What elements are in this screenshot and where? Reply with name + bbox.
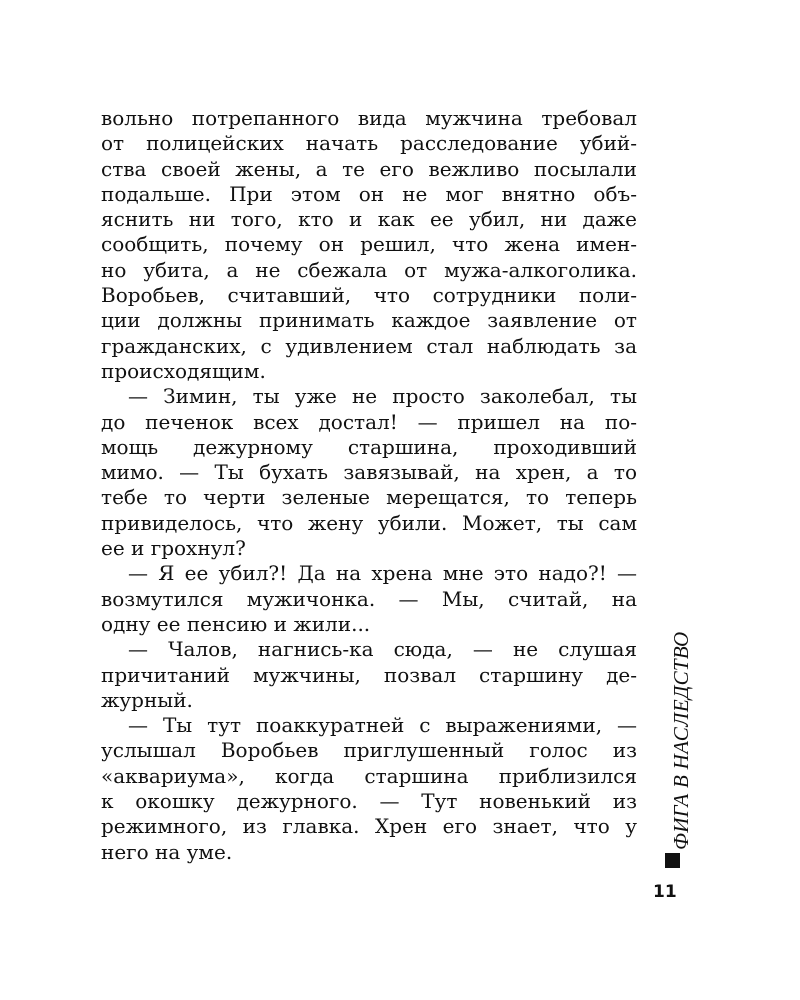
text-line: происходящим.: [101, 358, 266, 383]
text-line: гражданских, с удивлением стал наблюдать за: [101, 333, 637, 358]
text-line: мимо. — Ты бухать завязывай, на хрен, а то: [101, 460, 637, 485]
text-line: — Я ее убил?! Да на хрена мне это надо?! —: [128, 561, 637, 586]
text-line: сообщить, почему он решил, что жена имен-: [101, 232, 637, 257]
text-line: возмутился мужичонка. — Мы, считай, на: [101, 586, 637, 611]
text-line: от полицейских начать расследование убий-: [101, 131, 637, 156]
text-line: режимного, из главка. Хрен его знает, что у: [101, 814, 637, 839]
body-text: [101, 106, 637, 865]
text-line: яснить ни того, кто и как ее убил, ни даже: [101, 207, 637, 232]
book-title: ФИГА В НАСЛЕДСТВО: [669, 631, 693, 850]
text-line: до печенок всех достал! — пришел на по-: [101, 409, 637, 434]
text-line: журный.: [101, 687, 193, 712]
text-line: привиделось, что жену убили. Может, ты сам: [101, 510, 637, 535]
text-line: но убита, а не сбежала от мужа-алкоголика.: [101, 257, 637, 282]
text-line: ства своей жены, а те его вежливо посылали: [101, 156, 637, 181]
text-line: ее и грохнул?: [101, 536, 246, 561]
page-number: 11: [653, 882, 677, 902]
text-line: тебе то черти зеленые мерещатся, то теперь: [101, 485, 637, 510]
text-line: мощь дежурному старшина, проходивший: [101, 434, 637, 459]
text-line: ции должны принимать каждое заявление от: [101, 308, 637, 333]
text-line: Воробьев, считавший, что сотрудники поли-: [101, 283, 637, 308]
running-title: [660, 631, 693, 868]
text-line: причитаний мужчины, позвал старшину де-: [101, 662, 637, 687]
text-line: — Зимин, ты уже не просто заколебал, ты: [128, 384, 637, 409]
text-line: услышал Воробьев приглушенный голос из: [101, 738, 637, 763]
text-line: одну ее пенсию и жили...: [101, 611, 371, 636]
text-line: «аквариума», когда старшина приблизился: [101, 763, 637, 788]
text-line: него на уме.: [101, 839, 233, 864]
text-line: подальше. При этом он не мог внятно объ-: [101, 181, 637, 206]
text-line: — Ты тут поаккуратней с выражениями, —: [128, 713, 637, 738]
text-line: вольно потрепанного вида мужчина требовал: [101, 106, 637, 130]
text-line: к окошку дежурного. — Тут новенький из: [101, 789, 637, 814]
square-marker-icon: [665, 853, 680, 868]
text-line: — Чалов, нагнись-ка сюда, — не слушая: [128, 637, 637, 662]
